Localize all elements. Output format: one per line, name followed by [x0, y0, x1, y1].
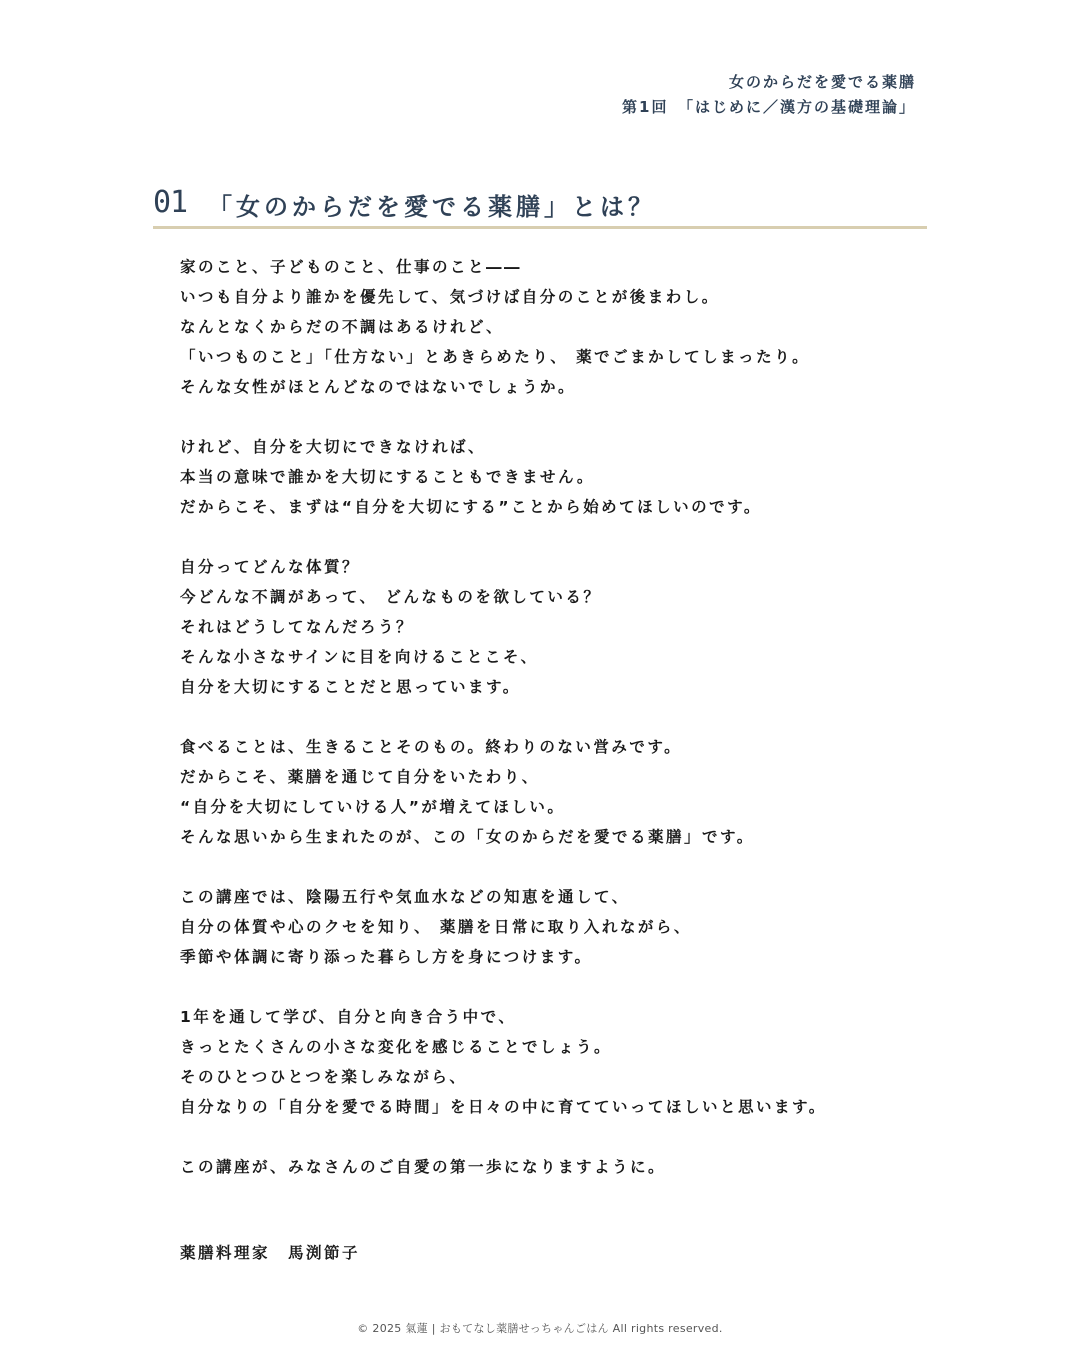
paragraph-line: 自分の体質や心のクセを知り、 薬膳を日常に取り入れながら、: [180, 918, 692, 936]
paragraph-line: そんな思いから生まれたのが、この「女のからだを愛でる薬膳」です。: [180, 828, 755, 846]
paragraph: [180, 432, 900, 522]
paragraph: [180, 552, 900, 702]
paragraph: [180, 1002, 900, 1122]
section-heading: 「女のからだを愛でる薬膳」とは？: [208, 193, 656, 221]
paragraph-line: けれど、自分を大切にできなければ、: [180, 438, 487, 456]
paragraph-line: 季節や体調に寄り添った暮らし方を身につけます。: [180, 948, 593, 966]
paragraph-line: 家のこと、子どものこと、仕事のこと――: [180, 258, 523, 276]
paragraph: [180, 252, 900, 402]
paragraph-line: 自分ってどんな体質？: [180, 558, 361, 576]
section-divider: [153, 226, 927, 229]
paragraph-line: いつも自分より誰かを優先して、気づけば自分のことが後まわし。: [180, 288, 720, 306]
paragraph-line: なんとなくからだの不調はあるけれど、: [180, 318, 505, 336]
paragraph-line: 1年を通して学び、自分と向き合う中で、: [180, 1008, 517, 1026]
section-number: 01: [153, 185, 188, 220]
paragraph-line: この講座では、陰陽五行や気血水などの知恵を通して、: [180, 888, 630, 906]
paragraph-line: そんな小さなサインに目を向けることこそ、: [180, 648, 539, 666]
paragraph: [180, 1152, 900, 1182]
author-title: 薬膳料理家: [180, 1244, 271, 1262]
paragraph-line: だからこそ、まずは“自分を大切にする”ことから始めてほしいのです。: [180, 498, 762, 516]
page-header: [622, 70, 916, 120]
paragraph-line: それはどうしてなんだろう？: [180, 618, 415, 636]
paragraph-line: この講座が、みなさんのご自愛の第一歩になりますように。: [180, 1158, 667, 1176]
author-name: 馬渕節子: [288, 1244, 361, 1262]
paragraph-line: 自分を大切にすることだと思っています。: [180, 678, 521, 696]
session-title: 第1回 「はじめに／漢方の基礎理論」: [622, 98, 916, 116]
paragraph-line: 自分なりの「自分を愛でる時間」を日々の中に育てていってほしいと思います。: [180, 1098, 827, 1116]
author-signature: [180, 1241, 360, 1263]
section-title: [153, 183, 925, 227]
paragraph-line: 食べることは、生きることそのもの。終わりのない営みです。: [180, 738, 683, 756]
paragraph: [180, 732, 900, 852]
paragraph-line: 本当の意味で誰かを大切にすることもできません。: [180, 468, 595, 486]
copyright-footer: © 2025 氣蓮 | おもてなし薬膳せっちゃんごはん All rights reserved.: [357, 1322, 723, 1335]
paragraph: [180, 882, 900, 972]
paragraph-line: きっとたくさんの小さな変化を感じることでしょう。: [180, 1038, 613, 1056]
paragraph-line: 「いつものこと」「仕方ない」とあきらめたり、 薬でごまかしてしまったり。: [180, 348, 811, 366]
body-text: [180, 252, 900, 1212]
paragraph-line: そのひとつひとつを楽しみながら、: [180, 1068, 468, 1086]
series-title: 女のからだを愛でる薬膳: [728, 73, 916, 91]
paragraph-line: そんな女性がほとんどなのではないでしょうか。: [180, 378, 577, 396]
paragraph-line: “自分を大切にしていける人”が増えてほしい。: [180, 798, 566, 816]
paragraph-line: だからこそ、薬膳を通じて自分をいたわり、: [180, 768, 540, 786]
paragraph-line: 今どんな不調があって、 どんなものを欲している？: [180, 588, 602, 606]
